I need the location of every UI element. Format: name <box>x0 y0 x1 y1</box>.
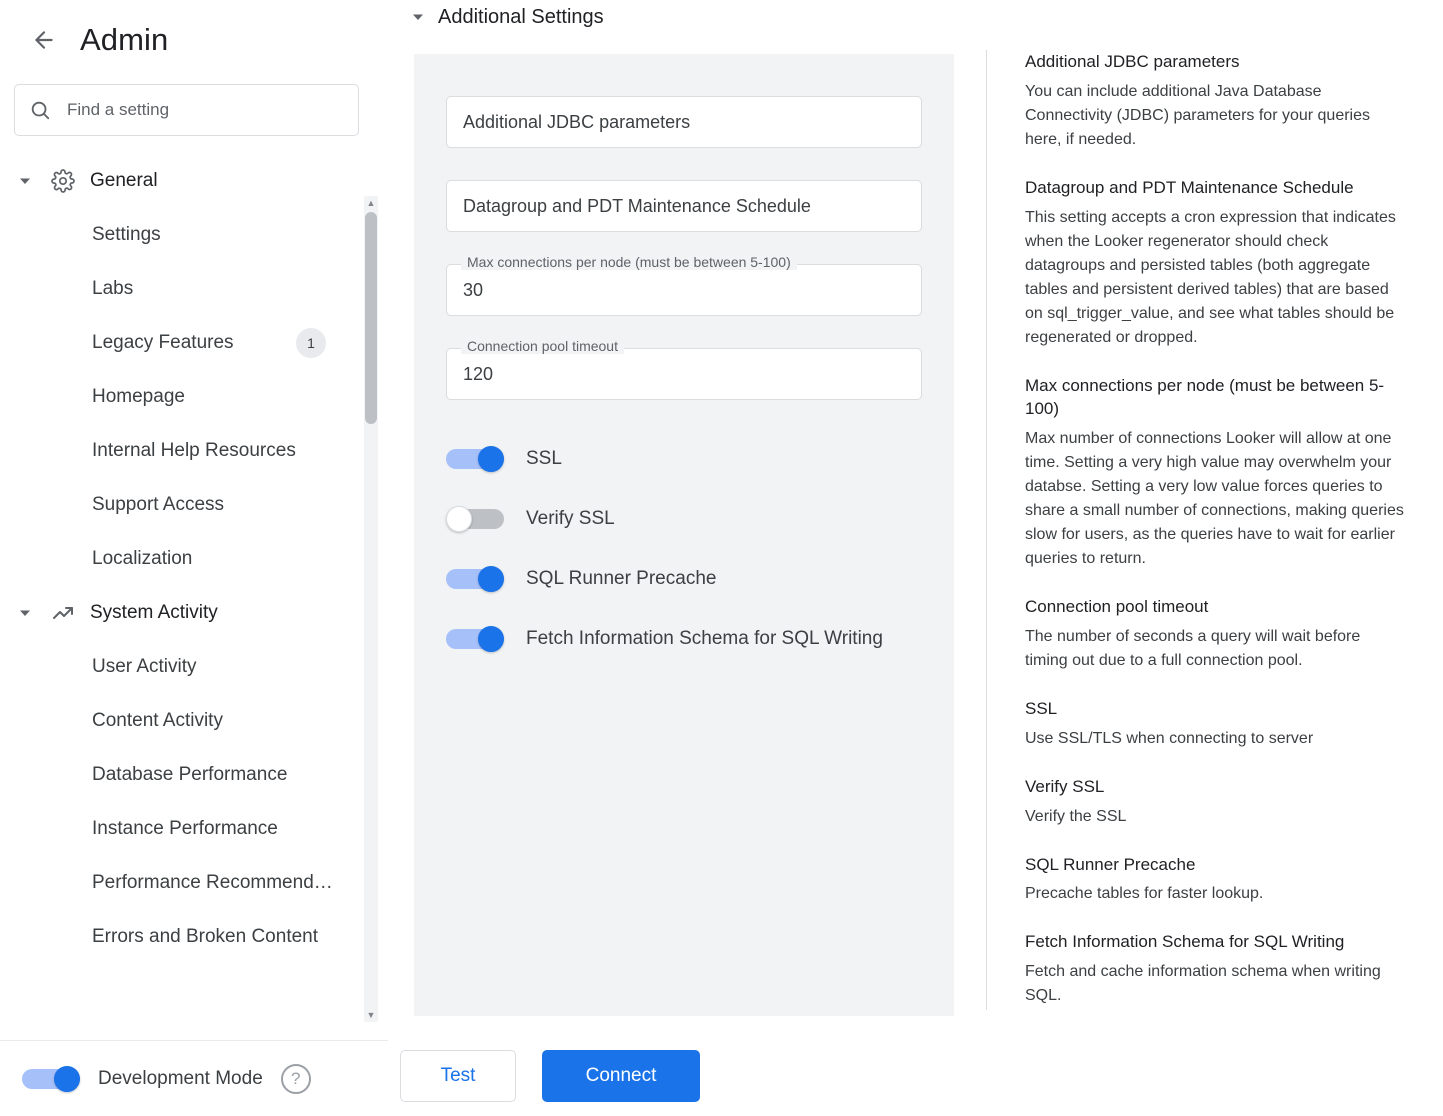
gear-icon <box>50 168 76 194</box>
settings-panel <box>414 54 954 1016</box>
ssl-toggle[interactable] <box>446 446 504 472</box>
help-title: Datagroup and PDT Maintenance Schedule <box>1025 177 1354 197</box>
sidebar-scrollbar[interactable] <box>364 196 378 1022</box>
sidebar-item-label: Database Performance <box>92 764 288 785</box>
help-body: Use SSL/TLS when connecting to server <box>1025 729 1314 747</box>
field-value: 120 <box>463 363 494 384</box>
sidebar-item-label: Settings <box>92 224 161 245</box>
sidebar-item-homepage[interactable] <box>0 370 387 424</box>
sidebar-item-label: Labs <box>92 278 134 299</box>
toggle-knob <box>478 626 504 652</box>
sidebar-group-general[interactable] <box>0 154 387 208</box>
field-value: 30 <box>463 279 484 300</box>
sidebar-item-user-activity[interactable] <box>0 640 387 694</box>
verify-ssl-row <box>446 496 922 542</box>
help-block <box>1025 697 1406 751</box>
additional-settings-header[interactable] <box>388 0 1443 34</box>
help-body: The number of seconds a query will wait before timing out due to a full connection pool. <box>1025 627 1361 669</box>
help-title: Verify SSL <box>1025 776 1105 796</box>
help-block <box>1025 595 1406 673</box>
help-title: SSL <box>1025 698 1058 718</box>
sidebar-nav <box>0 154 387 944</box>
sidebar-item-label: Internal Help Resources <box>92 440 296 461</box>
back-arrow-icon[interactable] <box>28 24 60 56</box>
help-block <box>1025 775 1406 829</box>
search-icon <box>29 99 51 121</box>
help-block <box>1025 853 1406 907</box>
sidebar-item-label: Legacy Features <box>92 332 234 353</box>
chevron-down-icon <box>410 9 426 25</box>
max-connections-per-node-field[interactable] <box>446 254 922 316</box>
action-buttons <box>400 1050 700 1102</box>
sidebar-item-internal-help-resources[interactable] <box>0 424 387 478</box>
connect-button[interactable]: Connect <box>542 1050 700 1102</box>
sidebar-item-label: Instance Performance <box>92 818 278 839</box>
scrollbar-thumb[interactable] <box>365 212 377 424</box>
toggle-knob <box>478 446 504 472</box>
field-placeholder: Additional JDBC parameters <box>463 111 691 132</box>
question-mark-icon[interactable]: ? <box>281 1064 311 1094</box>
section-title: Additional Settings <box>438 5 604 28</box>
help-title: Max connections per node (must be between 5-100) <box>1025 375 1385 419</box>
sidebar-item-label: Support Access <box>92 494 225 515</box>
help-title: Fetch Information Schema for SQL Writing <box>1025 932 1345 952</box>
help-block <box>1025 374 1406 572</box>
help-title: Additional JDBC parameters <box>1025 52 1240 71</box>
help-block <box>1025 176 1406 350</box>
search-input[interactable] <box>65 99 344 121</box>
trending-up-icon <box>50 600 76 626</box>
fetch-information-schema-toggle[interactable] <box>446 626 504 652</box>
sidebar-header <box>0 0 387 58</box>
connection-pool-timeout-field[interactable] <box>446 338 922 400</box>
sql-runner-precache-label: SQL Runner Precache <box>526 568 717 589</box>
help-title: Connection pool timeout <box>1025 597 1209 617</box>
field-placeholder: Datagroup and PDT Maintenance Schedule <box>463 195 811 216</box>
toggle-knob <box>54 1066 80 1092</box>
sidebar-item-instance-performance[interactable] <box>0 802 387 856</box>
sql-runner-precache-row <box>446 556 922 602</box>
additional-jdbc-parameters-field[interactable] <box>446 96 922 148</box>
sidebar-item-label: Localization <box>92 548 193 569</box>
sidebar-item-settings[interactable] <box>0 208 387 262</box>
scroll-up-icon[interactable]: ▲ <box>366 198 376 208</box>
verify-ssl-label: Verify SSL <box>526 508 615 529</box>
help-body: Verify the SSL <box>1025 807 1127 825</box>
help-panel <box>986 50 1406 1010</box>
toggle-knob <box>446 506 472 532</box>
sidebar-item-label: Errors and Broken Content <box>92 926 319 944</box>
help-block <box>1025 50 1406 152</box>
sidebar-item-label: User Activity <box>92 656 197 677</box>
fetch-information-schema-label: Fetch Information Schema for SQL Writing <box>526 628 883 649</box>
sidebar-group-system-activity[interactable] <box>0 586 387 640</box>
search-setting-box[interactable] <box>14 84 359 136</box>
development-mode-label: Development Mode <box>98 1067 263 1089</box>
sql-runner-precache-toggle[interactable] <box>446 566 504 592</box>
sidebar-item-localization[interactable] <box>0 532 387 586</box>
help-body: Max number of connections Looker will allow at one time. Setting a very high value may overwhelm your databse. Setting a very low value forces queries to share a small number of connections, making queries slow for users, as the queries have to wait for earlier queries to return. <box>1025 430 1404 568</box>
help-body: You can include additional Java Database Connectivity (JDBC) parameters for your queries here, if needed. <box>1025 82 1371 148</box>
sidebar-item-content-activity[interactable] <box>0 694 387 748</box>
sidebar-item-legacy-features[interactable] <box>0 316 387 370</box>
chevron-down-icon <box>14 170 36 192</box>
status-badge: 1 <box>296 328 326 358</box>
help-body: This setting accepts a cron expression that indicates when the Looker regenerator should check datagroups and persisted tables (both aggregate tables and persistent derived tables) that are based on sql_trigger_value, and see what tables should be regenerated or dropped. <box>1025 208 1396 346</box>
admin-sidebar <box>0 0 388 1116</box>
page-title: Admin <box>80 22 169 57</box>
sidebar-item-labs[interactable] <box>0 262 387 316</box>
help-body: Fetch and cache information schema when writing SQL. <box>1025 963 1381 1005</box>
help-block <box>1025 930 1406 1008</box>
sidebar-item-label: Performance Recommend… <box>92 872 333 893</box>
sidebar-item-database-performance[interactable] <box>0 748 387 802</box>
sidebar-footer <box>0 1040 388 1116</box>
chevron-down-icon <box>14 602 36 624</box>
sidebar-group-label: General <box>90 170 158 191</box>
field-legend: Max connections per node (must be between 5-100) <box>461 254 797 270</box>
sidebar-item-support-access[interactable] <box>0 478 387 532</box>
ssl-row <box>446 436 922 482</box>
sidebar-group-label: System Activity <box>90 602 218 623</box>
sidebar-item-label: Content Activity <box>92 710 223 731</box>
field-legend: Connection pool timeout <box>461 338 624 354</box>
help-title: SQL Runner Precache <box>1025 854 1196 874</box>
scroll-down-icon[interactable]: ▼ <box>366 1010 376 1020</box>
fetch-information-schema-row <box>446 616 922 662</box>
ssl-label: SSL <box>526 448 562 469</box>
development-mode-toggle[interactable] <box>22 1066 80 1092</box>
sidebar-item-label: Homepage <box>92 386 185 407</box>
sidebar-item-performance-recommendations[interactable] <box>0 856 387 910</box>
help-body: Precache tables for faster lookup. <box>1025 885 1264 903</box>
sidebar-item-errors-and-broken-content[interactable] <box>0 910 387 944</box>
test-button[interactable]: Test <box>400 1050 516 1102</box>
datagroup-pdt-maintenance-schedule-field[interactable] <box>446 180 922 232</box>
connection-settings-main <box>388 0 1443 1116</box>
verify-ssl-toggle[interactable] <box>446 506 504 532</box>
toggle-knob <box>478 566 504 592</box>
